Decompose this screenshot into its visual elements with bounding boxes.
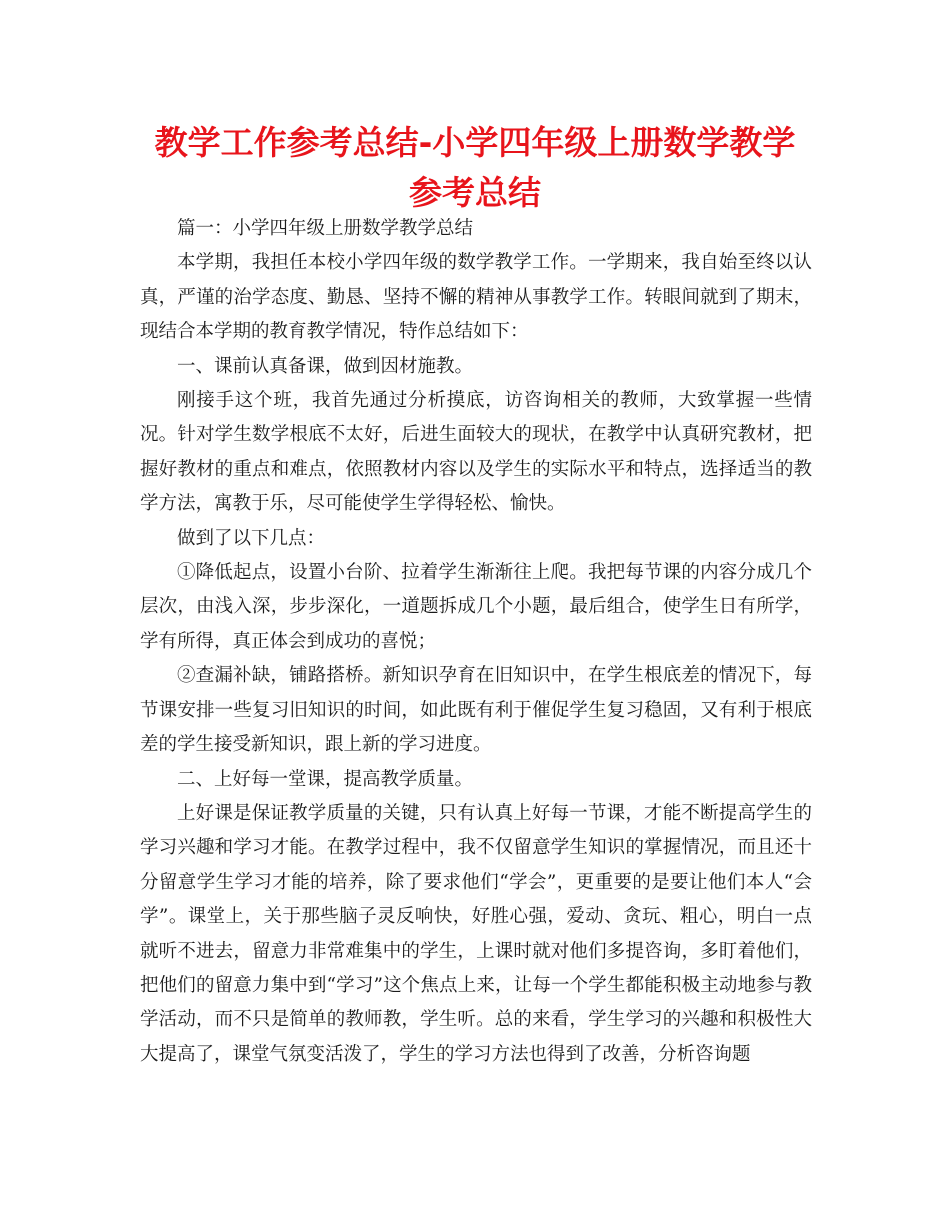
paragraph: 刚接手这个班，我首先通过分析摸底，访咨询相关的教师，大致掌握一些情况。针对学生数学根底不太好，后进生面较大的现状，在教学中认真研究教材，把握好教材的重点和难点，依照教材内容以及学生的实际水平和特点，选择适当的教学方法，寓教于乐，尽可能使学生学得轻松、愉快。 (140, 390, 812, 515)
document-body (140, 212, 812, 1072)
paragraph: 本学期，我担任本校小学四年级的数学教学工作。一学期来，我自始至终以认真，严谨的治学态度、勤恳、坚持不懈的精神从事教学工作。转眼间就到了期末，现结合本学期的教育教学情况，特作总结如下： (140, 252, 812, 343)
paragraph: ②查漏补缺，铺路搭桥。新知识孕育在旧知识中，在学生根底差的情况下，每节课安排一些复习旧知识的时间，如此既有利于催促学生复习稳固，又有利于根底差的学生接受新知识，跟上新的学习进度。 (140, 665, 812, 756)
document-title: 教学工作参考总结-小学四年级上册数学教学参考总结 (154, 123, 796, 212)
paragraph: 做到了以下几点： (177, 527, 326, 549)
section-heading: 二、上好每一堂课，提高教学质量。 (177, 768, 474, 790)
paragraph: 上好课是保证教学质量的关键，只有认真上好每一节课，才能不断提高学生的学习兴趣和学习才能。在教学过程中，我不仅留意学生知识的掌握情况，而且还十分留意学生学习才能的培养，除了要求他们“学会”，更重要的是要让他们本人“会学”。课堂上，关于那些脑子灵反响快，好胜心强，爱动、贪玩、粗心，明白一点就听不进去，留意力非常难集中的学生，上课时就对他们多提咨询，多盯着他们，把他们的留意力集中到“学习”这个焦点上来，让每一个学生都能积极主动地参与教学活动，而不只是简单的教师教，学生听。总的来看，学生学习的兴趣和积极性大大提高了，课堂气氛变活泼了，学生的学习方法也得到了改善，分析咨询题 (140, 802, 812, 1065)
paragraph: ①降低起点，设置小台阶、拉着学生渐渐往上爬。我把每节课的内容分成几个层次，由浅入深，步步深化，一道题拆成几个小题，最后组合，使学生日有所学，学有所得，真正体会到成功的喜悦； (140, 562, 812, 652)
section-heading: 一、课前认真备课，做到因材施教。 (177, 355, 474, 377)
section-heading: 篇一：小学四年级上册数学教学总结 (177, 218, 474, 239)
